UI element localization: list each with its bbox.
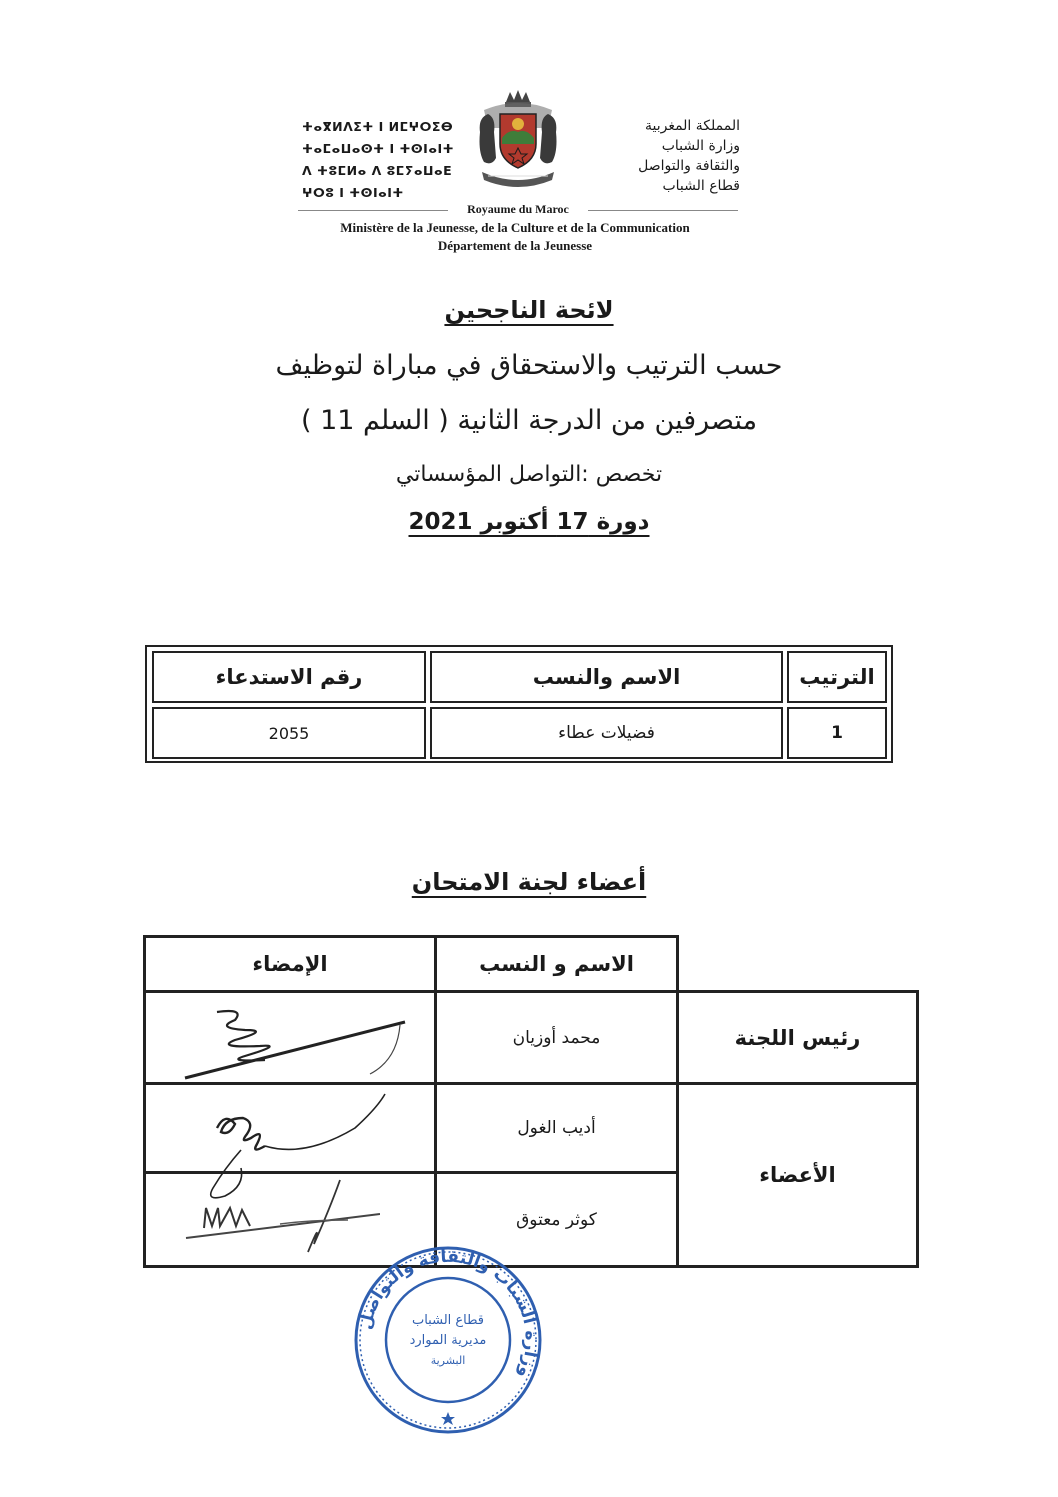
ministry-name: Ministère de la Jeunesse, de la Culture et de la Communication	[340, 220, 690, 235]
president-signature-icon	[175, 1000, 415, 1085]
stamp-outer-text: وزارة الشباب والثقافة والتواصل	[355, 1246, 542, 1382]
rank-header: الترتيب	[787, 651, 887, 703]
list-title-text: لائحة الناجحين	[444, 296, 614, 324]
department-name: Département de la Jeunesse	[437, 238, 593, 253]
committee-title	[0, 868, 1058, 896]
results-table	[145, 645, 893, 763]
member-name: أديب الغول	[434, 1082, 679, 1174]
president-name: محمد أوزيان	[434, 990, 679, 1085]
session-date	[0, 509, 1058, 535]
name-header: الاسم والنسب	[430, 651, 783, 703]
number-header: رقم الاستدعاء	[152, 651, 426, 703]
signature-header: الإمضاء	[143, 935, 437, 993]
president-role: رئيس اللجنة	[676, 990, 919, 1085]
specialty-text: تخصص :التواصل المؤسساتي	[395, 462, 663, 487]
royal-emblem-icon	[474, 88, 562, 192]
specialty	[0, 462, 1058, 487]
list-title	[0, 296, 1058, 324]
members-role: الأعضاء	[676, 1082, 919, 1268]
member-name-header: الاسم و النسب	[434, 935, 679, 993]
tifinagh-line: ⵖⵔⵓ ⵏ ⵜⵙⵏⴰⵏⵜ	[302, 185, 404, 200]
member-name: كوثر معتوق	[434, 1171, 679, 1268]
stamp-line: البشرية	[430, 1354, 466, 1367]
stamp-line: مديرية الموارد	[409, 1333, 487, 1348]
session-date-text: دورة 17 أكتوبر 2021	[408, 509, 650, 535]
tifinagh-line: ⵜⴰⴳⵍⴷⵉⵜ ⵏ ⵍⵎⵖⵔⵉⴱ	[302, 119, 454, 134]
member-signature-icon	[180, 1178, 380, 1258]
letterhead	[280, 88, 750, 258]
arabic-header-line: وزارة الشباب	[661, 138, 740, 154]
arabic-header-line: المملكة المغربية	[644, 118, 740, 134]
tifinagh-line: ⴷ ⵜⵓⵎⵍⴰ ⴷ ⵓⵎⵢⴰⵡⴰⴹ	[302, 163, 453, 178]
number-cell: 2055	[152, 707, 426, 759]
title-line-2	[0, 350, 1058, 381]
country-line	[298, 202, 738, 218]
tifinagh-header	[302, 116, 472, 204]
stamp-line: قطاع الشباب	[411, 1313, 485, 1328]
title-line-2-text: حسب الترتيب والاستحقاق في مباراة لتوظيف	[275, 350, 783, 381]
title-line-3-text: متصرفين من الدرجة الثانية ( السلم 11 )	[300, 405, 758, 436]
star-icon	[441, 1412, 455, 1425]
tifinagh-line: ⵜⴰⵎⴰⵡⴰⵙⵜ ⵏ ⵜⵙⵏⴰⵏⵜ	[302, 141, 455, 156]
country-name: Royaume du Maroc	[467, 202, 569, 216]
arabic-header	[565, 116, 740, 196]
committee-title-text: أعضاء لجنة الامتحان	[411, 868, 647, 896]
arabic-header-line: والثقافة والتواصل	[638, 158, 740, 174]
arabic-header-line: قطاع الشباب	[662, 178, 740, 194]
name-cell: فضيلات عطاء	[430, 707, 783, 759]
official-stamp	[352, 1244, 544, 1436]
rank-cell: 1	[787, 707, 887, 759]
title-line-3	[0, 405, 1058, 436]
